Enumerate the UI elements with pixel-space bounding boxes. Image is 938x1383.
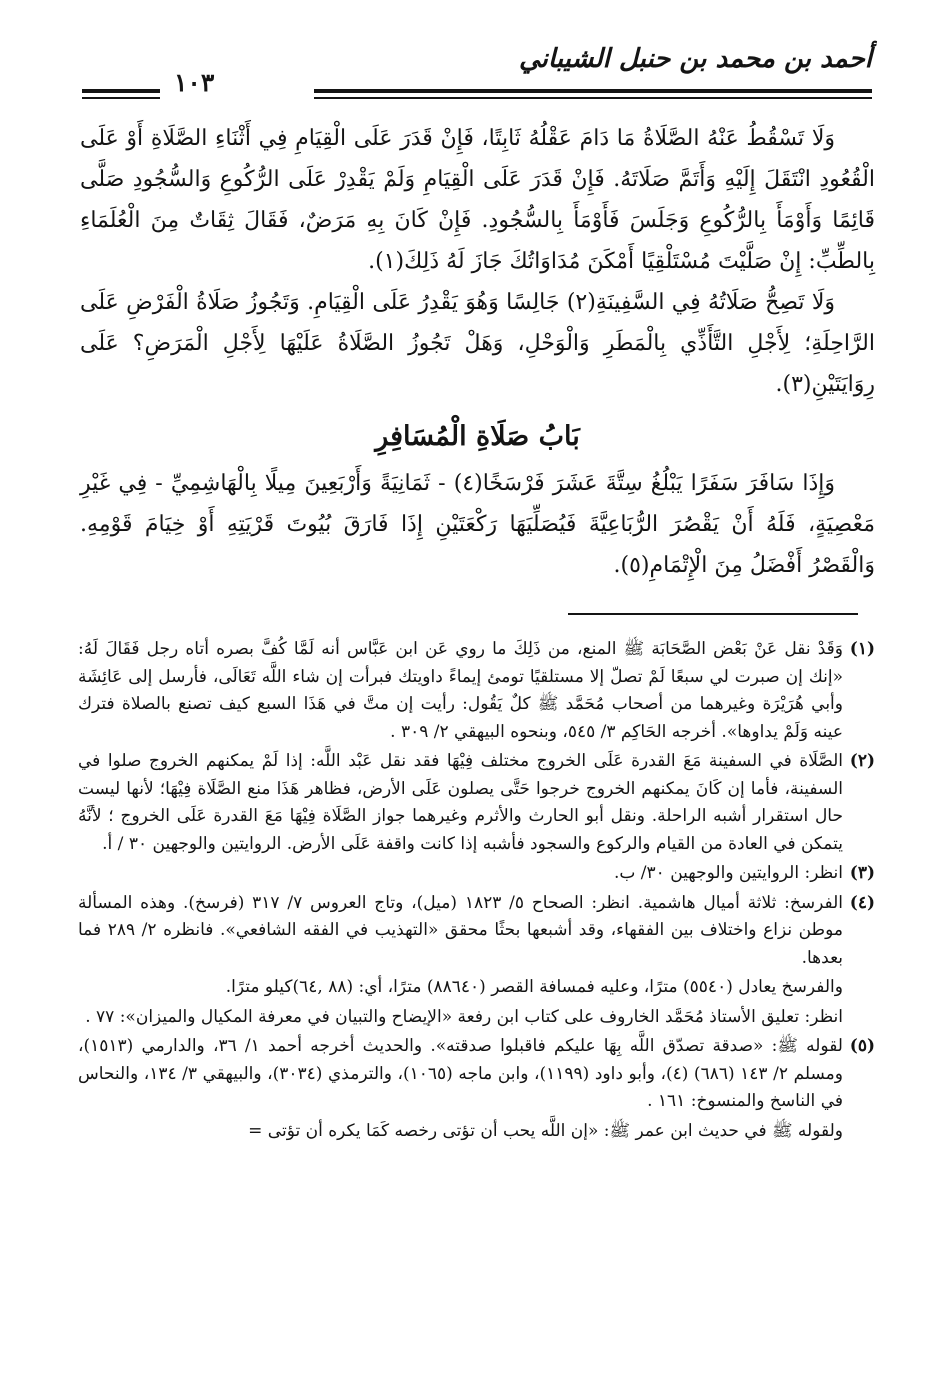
footnotes xyxy=(78,636,875,1147)
footnote-text: الصَّلَاة في السفينة مَعَ القدرة عَلَى الخروج مختلف فِيْهَا فقد نقل عَبْد اللَّه: إذا لَمْ يمكنهم الخروج صلوا في السفينة، فأما إن كَانَ يمكنهم الخروج خرجوا حَتَّى يصلون عَلَى الأرض، فظاهر هَذَا منع الصَّلَاة فِيْهَا؛ لأنها ليست حال استقرار أشبه الراحلة. ونقل أبو الحارث والأثرم وغيرهما جواز الصَّلَاة فِيْهَا مَعَ القدرة عَلَى الخروج ؛ لأنَّهُ يتمكن في العادة من القيام والركوع والسجود فأشبه إذا كانت واقفة عَلَى الأرض. الروايتين والوجهين ٣٠ / أ. xyxy=(78,751,843,854)
footnote-text: وَقَدْ نقل عَنْ بَعْض الصَّحَابَة ﷺ المنع، من ذَلِكَ ما روي عَن ابن عَبَّاس أنه لَمَّا كُفَّ بصره أتاه رجل فَقَالَ لَهُ: «إنك إن صبرت لي سبعًا لَمْ تصلّ إلا مستلقيًا تومئ إيماءً داويتك فبرأت إن شاء اللَّه تَعَالَى، فأرسل إلى عَائِشَة وأبي هُرَيْرَة وغيرهما من أصحاب مُحَمَّد ﷺ كلٌ يَقُول: رأيت إن متَّ في هَذَا السبع كيف تصنع بالصلاة فترك عينه وَلَمْ يداوها». أخرجه الحَاكِم ٣/ ٥٤٥، وبنحوه البيهقي ٢/ ٣٠٩ . xyxy=(78,639,843,742)
footnote-number: (١) xyxy=(849,639,875,659)
footnote-4 xyxy=(78,890,875,973)
header-rule-thick xyxy=(314,89,872,93)
footnote-1 xyxy=(78,636,875,746)
footnote-separator xyxy=(568,613,858,615)
paragraph-illness-prayer: وَلَا تَسْقُطُ عَنْهُ الصَّلَاةُ مَا دَامَ عَقْلُهُ ثَابِتًا، فَإِنْ قَدَرَ عَلَى الْقِيَامِ فِي أَثْنَاءِ الصَّلَاةِ أَوْ عَلَى الْقُعُودِ انْتَقَلَ إِلَيْهِ وَأَتَمَّ صَلَاتَهُ. فَإِنْ قَدَرَ عَلَى الْقِيَامِ وَلَمْ يَقْدِرْ عَلَى الرُّكُوعِ وَالسُّجُودِ صَلَّى قَائِمًا وَأَوْمَأَ بِالرُّكُوعِ وَجَلَسَ فَأَوْمَأَ بِالسُّجُودِ. فَإِنْ كَانَ بِهِ مَرَضٌ، فَقَالَ ثِقَاتٌ مِنَ الْعُلَمَاءِ بِالطِّبِّ: إِنْ صَلَّيْتَ مُسْتَلْقِيًا أَمْكَنَ مُدَاوَاتُكَ جَازَ لَهُ ذَلِكَ(١). xyxy=(80,126,875,274)
main-text xyxy=(80,118,875,586)
page-header xyxy=(82,36,872,108)
footnote-number: (٥) xyxy=(849,1036,875,1056)
footnote-number: (٤) xyxy=(849,892,875,913)
page-number: ١٠٣ xyxy=(174,68,215,97)
footnote-4-continuation-1: والفرسخ يعادل (٥٥٤٠) مترًا، وعليه فمسافة القصر (٨٨٦٤٠) مترًا، أي: (٨٨ ,٦٤)كيلو مترًا. xyxy=(225,977,843,997)
page-number-rule-thick xyxy=(82,89,160,93)
footnote-2 xyxy=(78,748,875,858)
running-title: أحمد بن محمد بن حنبل الشيباني xyxy=(519,44,872,74)
footnote-text: لقوله ﷺ: «صدقة تصدّق اللَّه بِهَا عليكم فاقبلوا صدقته». والحديث أخرجه أحمد ١/ ٣٦، والدارمي (١٥١٣)، ومسلم ٢/ ١٤٣ (٦٨٦) (٤)، وأبو داود (١١٩٩)، وابن ماجه (١٠٦٥)، والترمذي (٣٠٣٤)، والبيهقي ٣/ ١٣٤، والنحاس في الناسخ والمنسوخ: ١٦١ . xyxy=(78,1036,843,1111)
footnote-number: (٣) xyxy=(849,863,875,883)
page-number-rule-thin xyxy=(82,97,160,99)
header-rule-thin xyxy=(314,97,872,99)
footnote-text: انظر: الروايتين والوجهين ٣٠/ ب. xyxy=(614,863,843,883)
footnote-4-continuation-2: انظر: تعليق الأستاذ مُحَمَّد الخاروف على كتاب ابن رفعة «الإيضاح والتبيان في معرفة المكيال والميزان»: ٧٧ . xyxy=(85,1006,843,1027)
footnote-text: الفرسخ: ثلاثة أميال هاشمية. انظر: الصحاح ٥/ ١٨٢٣ (ميل)، وتاج العروس ٧/ ٣١٧ (فرسخ). وهذه المسألة موطن نزاع واختلاف بين الفقهاء، وقد أشبعها بحثًا محقق «التهذيب في الفقه الشافعي». فانظره ٢/ ٢٨٩ فما بعدها. xyxy=(78,892,843,968)
footnote-5-continuation: ولقوله ﷺ في حديث ابن عمر ﷺ: «إن اللَّه يحب أن تؤتى رخصه كَمَا يكره أن تؤتى = xyxy=(248,1120,843,1141)
paragraph-ship-prayer: وَلَا تَصِحُّ صَلَاتُهُ فِي السَّفِينَةِ(٢) جَالِسًا وَهُوَ يَقْدِرُ عَلَى الْقِيَامِ. وَتَجُوزُ صَلَاةُ الْفَرْضِ عَلَى الرَّاحِلَةِ؛ لِأَجْلِ التَّأَذِّي بِالْمَطَرِ وَالْوَحْلِ، وَهَلْ تَجُوزُ الصَّلَاةُ عَلَيْهَا لِأَجْلِ الْمَرَضِ؟ عَلَى رِوَايَتَيْنِ(٣). xyxy=(80,290,875,397)
chapter-heading: بَابُ صَلَاةِ الْمُسَافِرِ xyxy=(375,421,580,452)
footnote-5 xyxy=(78,1033,875,1116)
footnote-number: (٢) xyxy=(849,751,875,771)
paragraph-traveler-prayer: وَإِذَا سَافَرَ سَفَرًا يَبْلُغُ سِتَّةَ عَشَرَ فَرْسَخًا(٤) - ثَمَانِيَةً وَأَرْبَعِينَ مِيلًا بِالْهَاشِمِيِّ - فِي غَيْرِ مَعْصِيَةٍ، فَلَهُ أَنْ يَقْصُرَ الرُّبَاعِيَّةَ فَيُصَلِّيَهَا رَكْعَتَيْنِ إِذَا فَارَقَ بُيُوتَ قَرْيَتِهِ أَوْ خِيَامَ قَوْمِهِ. وَالْقَصْرُ أَفْضَلُ مِنَ الْإِتْمَامِ(٥). xyxy=(80,471,875,578)
footnote-3 xyxy=(78,860,875,888)
